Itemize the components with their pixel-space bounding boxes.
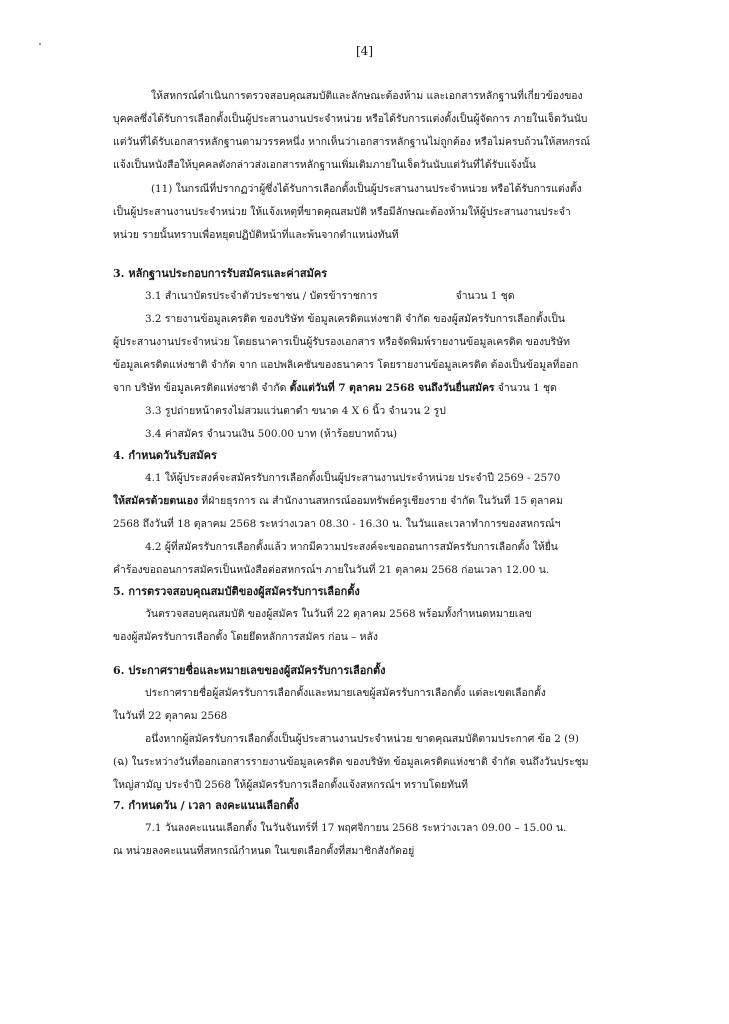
item-11-line-2: เป็นผู้ประสานงานประจำหน่วย ให้แจ้งเหตุที่ขาดคุณสมบัติ หรือมีลักษณะต้องห้ามให้ผู้ประสานงานประจำ	[113, 206, 571, 218]
item-3-2-line-3: ข้อมูลเครดิตแห่งชาติ จำกัด จาก แอปพลิเคชันของธนาคาร โดยรายงานข้อมูลเครดิต ต้องเป็นข้อมูลที่ออก	[113, 359, 579, 371]
item-4-2-line-1: 4.2 ผู้ที่สมัครรับการเลือกตั้งแล้ว หากมีความประสงค์จะขอถอนการสมัครรับการเลือกตั้ง ให้ยื่น	[145, 541, 558, 553]
section-3-heading: 3. หลักฐานประกอบการรับสมัครและค่าสมัคร	[113, 267, 328, 280]
section-5	[113, 580, 658, 649]
section-5-line-1: วันตรวจสอบคุณสมบัติ ของผู้สมัคร ในวันที่ 22 ตุลาคม 2568 พร้อมทั้งกำหนดหมายเลข	[145, 608, 532, 620]
item-3-2-line-4	[113, 377, 658, 400]
intro-line-2: บุคคลซึ่งได้รับการเลือกตั้งเป็นผู้ประสานงานประจำหน่วย หรือได้รับการแต่งตั้งเป็นผู้จัดการ ภายในเจ็ดวันนับ	[113, 113, 588, 125]
intro-line-3: แต่วันที่ได้รับเอกสารหลักฐานตามวรรคหนึ่ง หากเห็นว่าเอกสารหลักฐานไม่ถูกต้อง หรือไม่ครบถ้วนให้สหกรณ์	[113, 136, 591, 148]
item-3-2-date-range: ตั้งแต่วันที่ 7 ตุลาคม 2568 จนถึงวันยื่นสมัคร	[289, 382, 495, 394]
item-11-line-1: (11) ในกรณีที่ปรากฏว่าผู้ซึ่งได้รับการเลือกตั้งเป็นผู้ประสานงานประจำหน่วย หรือได้รับการแต่งตั้ง	[151, 183, 582, 195]
item-3-1-qty: จำนวน 1 ชุด	[455, 290, 515, 302]
item-4-1-line-1: 4.1 ให้ผู้ประสงค์จะสมัครรับการเลือกตั้งเป็นผู้ประสานงานประจำหน่วย ประจำปี 2569 - 2570	[145, 472, 561, 484]
item-3-3: 3.3 รูปถ่ายหน้าตรงไม่สวมแว่นตาดำ ขนาด 4 X 6 นิ้ว จำนวน 2 รูป	[145, 405, 446, 417]
item-3-2-line-1: 3.2 รายงานข้อมูลเครดิต ของบริษัท ข้อมูลเครดิตแห่งชาติ จำกัด ของผู้สมัครรับการเลือกตั้งเป็น	[145, 313, 565, 325]
item-3-2-line-4-start: จาก บริษัท ข้อมูลเครดิตแห่งชาติ จำกัด	[113, 382, 290, 394]
item-11-line-3: หน่วย รายนั้นทราบเพื่อหยุดปฏิบัติหน้าที่และพ้นจากตำแหน่งทันที	[113, 229, 399, 241]
item-4-2-line-2: คำร้องขอถอนการสมัครเป็นหนังสือต่อสหกรณ์ฯ ภายในวันที่ 21 ตุลาคม 2568 ก่อนเวลา 12.00 น.	[113, 564, 550, 576]
item-4-1-in-person: ให้สมัครด้วยตนเอง	[113, 495, 199, 507]
section-6-heading: 6. ประกาศรายชื่อและหมายเลขของผู้สมัครรับการเลือกตั้ง	[113, 664, 386, 677]
section-6-line-4: (ฉ) ในระหว่างวันที่ออกเอกสารรายงานข้อมูลเครดิต ของบริษัท ข้อมูลเครดิตแห่งชาติ จำกัด จนถึงวันประชุม	[113, 756, 589, 768]
item-4-1-location: ที่ฝ่ายธุรการ ณ สำนักงานสหกรณ์ออมทรัพย์ครูเชียงราย จำกัด ในวันที่ 15 ตุลาคม	[198, 495, 563, 507]
section-6-line-2: ในวันที่ 22 ตุลาคม 2568	[113, 710, 228, 722]
section-6-line-5: ใหญ่สามัญ ประจำปี 2568 ให้ผู้สมัครรับการเลือกตั้งแจ้งสหกรณ์ฯ ทราบโดยทันที	[113, 779, 468, 791]
item-3-4: 3.4 ค่าสมัคร จำนวนเงิน 500.00 บาท (ห้าร้อยบาทถ้วน)	[145, 428, 398, 440]
item-4-1-line-3: 2568 ถึงวันที่ 18 ตุลาคม 2568 ระหว่างเวลา 08.30 - 16.30 น. ในวันและเวลาทำการของสหกรณ์ฯ	[113, 518, 561, 530]
item-3-2-qty: จำนวน 1 ชุด	[494, 382, 557, 394]
section-7-line-1: 7.1 วันลงคะแนนเลือกตั้ง ในวันจันทร์ที่ 17 พฤศจิกายน 2568 ระหว่างเวลา 09.00 – 15.00 น.	[145, 822, 567, 834]
item-3-1	[113, 285, 658, 308]
section-5-line-2: ของผู้สมัครรับการเลือกตั้ง โดยยึดหลักการสมัคร ก่อน – หลัง	[113, 631, 378, 643]
item-3-1-text: 3.1 สำเนาบัตรประจำตัวประชาชน / บัตรข้าราชการ	[145, 290, 378, 302]
section-4-heading: 4. กำหนดวันรับสมัคร	[113, 449, 217, 462]
section-5-heading: 5. การตรวจสอบคุณสมบัติของผู้สมัครรับการเลือกตั้ง	[113, 585, 360, 598]
item-11-paragraph	[113, 178, 658, 247]
section-6-line-3: อนึ่งหากผู้สมัครรับการเลือกตั้งเป็นผู้ประสานงานประจำหน่วย ขาดคุณสมบัติตามประกาศ ข้อ 2 (9)	[145, 733, 579, 745]
intro-line-4: แจ้งเป็นหนังสือให้บุคคลดังกล่าวส่งเอกสารหลักฐานเพิ่มเติมภายในเจ็ดวันนับแต่วันที่ได้รับแจ้งนั้น	[113, 159, 536, 171]
section-7	[113, 794, 658, 863]
section-7-line-2: ณ หน่วยลงคะแนนที่สหกรณ์กำหนด ในเขตเลือกตั้งที่สมาชิกสังกัดอยู่	[113, 845, 415, 857]
item-4-1-line-2	[113, 490, 658, 513]
section-4	[113, 444, 658, 582]
section-6	[113, 659, 658, 797]
section-3	[113, 262, 658, 446]
page-number: [4]	[356, 44, 373, 58]
section-6-line-1: ประกาศรายชื่อผู้สมัครรับการเลือกตั้งและหมายเลขผู้สมัครรับการเลือกตั้ง แต่ละเขตเลือกตั้ง	[145, 687, 546, 699]
item-3-2-line-2: ผู้ประสานงานประจำหน่วย โดยธนาคารเป็นผู้รับรองเอกสาร หรือจัดพิมพ์รายงานข้อมูลเครดิต ของบริษัท	[113, 336, 570, 348]
section-7-heading: 7. กำหนดวัน / เวลา ลงคะแนนเลือกตั้ง	[113, 799, 299, 812]
intro-paragraph	[113, 85, 658, 177]
intro-line-1: ให้สหกรณ์ดำเนินการตรวจสอบคุณสมบัติและลักษณะต้องห้าม และเอกสารหลักฐานที่เกี่ยวข้องของ	[151, 90, 583, 102]
